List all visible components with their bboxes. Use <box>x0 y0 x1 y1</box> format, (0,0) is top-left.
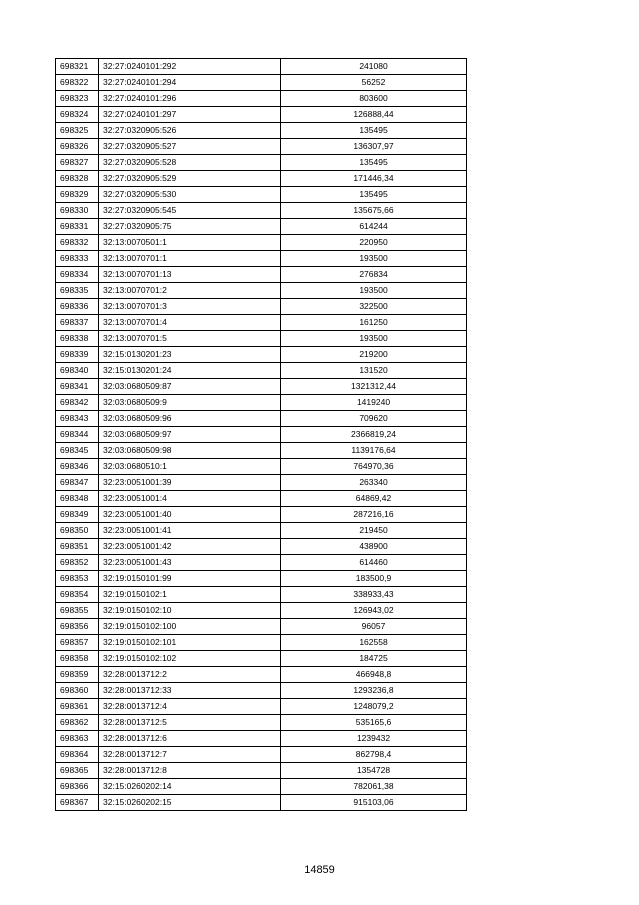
cadastral-number-cell: 32:23:0051001:40 <box>99 507 281 523</box>
cadastral-number-cell: 32:13:0070701:2 <box>99 283 281 299</box>
row-id-cell: 698362 <box>56 715 99 731</box>
cadastral-value-cell: 136307,97 <box>281 139 467 155</box>
row-id-cell: 698330 <box>56 203 99 219</box>
table-row <box>56 315 467 331</box>
cadastral-number-cell: 32:13:0070701:5 <box>99 331 281 347</box>
table-row <box>56 475 467 491</box>
cadastral-value-cell: 193500 <box>281 283 467 299</box>
cadastral-number-cell: 32:19:0150102:102 <box>99 651 281 667</box>
table-row <box>56 667 467 683</box>
cadastral-number-cell: 32:28:0013712:8 <box>99 763 281 779</box>
row-id-cell: 698353 <box>56 571 99 587</box>
table-row <box>56 251 467 267</box>
row-id-cell: 698347 <box>56 475 99 491</box>
table-row <box>56 379 467 395</box>
cadastral-value-cell: 1419240 <box>281 395 467 411</box>
cadastral-value-cell: 241080 <box>281 59 467 75</box>
table-row <box>56 587 467 603</box>
table-row <box>56 171 467 187</box>
row-id-cell: 698351 <box>56 539 99 555</box>
row-id-cell: 698357 <box>56 635 99 651</box>
row-id-cell: 698346 <box>56 459 99 475</box>
table-row <box>56 491 467 507</box>
table-row <box>56 107 467 123</box>
cadastral-value-cell: 862798,4 <box>281 747 467 763</box>
row-id-cell: 698367 <box>56 795 99 811</box>
row-id-cell: 698333 <box>56 251 99 267</box>
table-row <box>56 123 467 139</box>
table-row <box>56 299 467 315</box>
table-row <box>56 395 467 411</box>
row-id-cell: 698356 <box>56 619 99 635</box>
page-number: 14859 <box>304 864 335 876</box>
cadastral-number-cell: 32:27:0320905:75 <box>99 219 281 235</box>
cadastral-number-cell: 32:19:0150102:100 <box>99 619 281 635</box>
cadastral-value-cell: 287216,16 <box>281 507 467 523</box>
cadastral-number-cell: 32:13:0070501:1 <box>99 235 281 251</box>
row-id-cell: 698361 <box>56 699 99 715</box>
row-id-cell: 698338 <box>56 331 99 347</box>
cadastral-number-cell: 32:15:0130201:24 <box>99 363 281 379</box>
cadastral-number-cell: 32:23:0051001:41 <box>99 523 281 539</box>
table-row <box>56 523 467 539</box>
cadastral-number-cell: 32:27:0240101:292 <box>99 59 281 75</box>
cadastral-number-cell: 32:15:0260202:14 <box>99 779 281 795</box>
cadastral-value-cell: 1239432 <box>281 731 467 747</box>
table-row <box>56 219 467 235</box>
cadastral-number-cell: 32:15:0260202:15 <box>99 795 281 811</box>
cadastral-value-cell: 161250 <box>281 315 467 331</box>
cadastral-value-cell: 162558 <box>281 635 467 651</box>
table-row <box>56 731 467 747</box>
table-row <box>56 459 467 475</box>
cadastral-value-cell: 135495 <box>281 187 467 203</box>
cadastral-value-cell: 764970,36 <box>281 459 467 475</box>
cadastral-value-cell: 184725 <box>281 651 467 667</box>
table-row <box>56 363 467 379</box>
table-row <box>56 715 467 731</box>
cadastral-value-cell: 1248079,2 <box>281 699 467 715</box>
row-id-cell: 698322 <box>56 75 99 91</box>
table-row <box>56 651 467 667</box>
table-row <box>56 539 467 555</box>
cadastral-value-cell: 263340 <box>281 475 467 491</box>
cadastral-number-cell: 32:27:0240101:297 <box>99 107 281 123</box>
cadastral-value-cell: 535165,6 <box>281 715 467 731</box>
cadastral-number-cell: 32:23:0051001:42 <box>99 539 281 555</box>
cadastral-number-cell: 32:15:0130201:23 <box>99 347 281 363</box>
cadastral-value-cell: 96057 <box>281 619 467 635</box>
cadastral-value-cell: 466948,8 <box>281 667 467 683</box>
table-row <box>56 91 467 107</box>
cadastral-value-cell: 193500 <box>281 331 467 347</box>
table-row <box>56 347 467 363</box>
cadastral-number-cell: 32:27:0240101:294 <box>99 75 281 91</box>
table-row <box>56 635 467 651</box>
row-id-cell: 698331 <box>56 219 99 235</box>
cadastral-number-cell: 32:03:0680509:87 <box>99 379 281 395</box>
cadastral-value-cell: 219450 <box>281 523 467 539</box>
cadastral-value-cell: 276834 <box>281 267 467 283</box>
row-id-cell: 698359 <box>56 667 99 683</box>
cadastral-value-cell: 614244 <box>281 219 467 235</box>
row-id-cell: 698336 <box>56 299 99 315</box>
cadastral-value-cell: 126943,02 <box>281 603 467 619</box>
table-row <box>56 683 467 699</box>
cadastral-number-cell: 32:28:0013712:2 <box>99 667 281 683</box>
cadastral-value-cell: 782061,38 <box>281 779 467 795</box>
cadastral-value-cell: 131520 <box>281 363 467 379</box>
row-id-cell: 698337 <box>56 315 99 331</box>
cadastral-number-cell: 32:13:0070701:4 <box>99 315 281 331</box>
cadastral-value-cell: 193500 <box>281 251 467 267</box>
table-row <box>56 139 467 155</box>
cadastral-value-cell: 438900 <box>281 539 467 555</box>
cadastral-number-cell: 32:13:0070701:1 <box>99 251 281 267</box>
cadastral-number-cell: 32:27:0320905:545 <box>99 203 281 219</box>
row-id-cell: 698348 <box>56 491 99 507</box>
row-id-cell: 698345 <box>56 443 99 459</box>
row-id-cell: 698323 <box>56 91 99 107</box>
row-id-cell: 698340 <box>56 363 99 379</box>
cadastral-value-cell: 126888,44 <box>281 107 467 123</box>
row-id-cell: 698342 <box>56 395 99 411</box>
cadastral-number-cell: 32:27:0240101:296 <box>99 91 281 107</box>
cadastral-number-cell: 32:27:0320905:528 <box>99 155 281 171</box>
row-id-cell: 698344 <box>56 427 99 443</box>
row-id-cell: 698335 <box>56 283 99 299</box>
row-id-cell: 698360 <box>56 683 99 699</box>
cadastral-number-cell: 32:27:0320905:526 <box>99 123 281 139</box>
table-row <box>56 619 467 635</box>
table-row <box>56 203 467 219</box>
table-row <box>56 155 467 171</box>
cadastral-number-cell: 32:27:0320905:529 <box>99 171 281 187</box>
cadastral-value-table <box>55 58 467 811</box>
cadastral-value-cell: 171446,34 <box>281 171 467 187</box>
cadastral-number-cell: 32:13:0070701:3 <box>99 299 281 315</box>
row-id-cell: 698363 <box>56 731 99 747</box>
row-id-cell: 698355 <box>56 603 99 619</box>
cadastral-value-cell: 322500 <box>281 299 467 315</box>
table-row <box>56 267 467 283</box>
cadastral-number-cell: 32:28:0013712:5 <box>99 715 281 731</box>
row-id-cell: 698354 <box>56 587 99 603</box>
cadastral-number-cell: 32:03:0680509:9 <box>99 395 281 411</box>
row-id-cell: 698324 <box>56 107 99 123</box>
cadastral-value-cell: 1293236,8 <box>281 683 467 699</box>
table-row <box>56 779 467 795</box>
table-row <box>56 75 467 91</box>
cadastral-value-cell: 1139176,64 <box>281 443 467 459</box>
cadastral-number-cell: 32:28:0013712:33 <box>99 683 281 699</box>
table-row <box>56 411 467 427</box>
table-row <box>56 795 467 811</box>
row-id-cell: 698339 <box>56 347 99 363</box>
cadastral-value-cell: 2366819,24 <box>281 427 467 443</box>
row-id-cell: 698366 <box>56 779 99 795</box>
cadastral-number-cell: 32:03:0680509:96 <box>99 411 281 427</box>
cadastral-number-cell: 32:28:0013712:6 <box>99 731 281 747</box>
table-body <box>56 59 467 811</box>
cadastral-value-cell: 614460 <box>281 555 467 571</box>
cadastral-value-cell: 56252 <box>281 75 467 91</box>
cadastral-number-cell: 32:19:0150102:101 <box>99 635 281 651</box>
cadastral-value-cell: 64869,42 <box>281 491 467 507</box>
cadastral-number-cell: 32:23:0051001:4 <box>99 491 281 507</box>
cadastral-number-cell: 32:13:0070701:13 <box>99 267 281 283</box>
row-id-cell: 698329 <box>56 187 99 203</box>
table-row <box>56 427 467 443</box>
cadastral-value-cell: 803600 <box>281 91 467 107</box>
row-id-cell: 698358 <box>56 651 99 667</box>
table-row <box>56 603 467 619</box>
cadastral-value-cell: 219200 <box>281 347 467 363</box>
table-row <box>56 507 467 523</box>
table-row <box>56 331 467 347</box>
row-id-cell: 698334 <box>56 267 99 283</box>
cadastral-value-cell: 135495 <box>281 155 467 171</box>
row-id-cell: 698343 <box>56 411 99 427</box>
row-id-cell: 698332 <box>56 235 99 251</box>
row-id-cell: 698321 <box>56 59 99 75</box>
cadastral-number-cell: 32:03:0680510:1 <box>99 459 281 475</box>
cadastral-value-cell: 135675,66 <box>281 203 467 219</box>
cadastral-number-cell: 32:23:0051001:39 <box>99 475 281 491</box>
cadastral-value-cell: 183500,9 <box>281 571 467 587</box>
table-row <box>56 235 467 251</box>
cadastral-value-cell: 220950 <box>281 235 467 251</box>
table-row <box>56 59 467 75</box>
table-row <box>56 571 467 587</box>
cadastral-value-cell: 1354728 <box>281 763 467 779</box>
cadastral-value-cell: 915103,06 <box>281 795 467 811</box>
row-id-cell: 698328 <box>56 171 99 187</box>
table-row <box>56 443 467 459</box>
table-row <box>56 555 467 571</box>
table-row <box>56 283 467 299</box>
table-row <box>56 763 467 779</box>
cadastral-number-cell: 32:03:0680509:97 <box>99 427 281 443</box>
table-row <box>56 747 467 763</box>
row-id-cell: 698325 <box>56 123 99 139</box>
cadastral-number-cell: 32:28:0013712:7 <box>99 747 281 763</box>
cadastral-number-cell: 32:23:0051001:43 <box>99 555 281 571</box>
row-id-cell: 698349 <box>56 507 99 523</box>
cadastral-value-cell: 1321312,44 <box>281 379 467 395</box>
cadastral-value-cell: 338933,43 <box>281 587 467 603</box>
row-id-cell: 698365 <box>56 763 99 779</box>
cadastral-number-cell: 32:19:0150102:10 <box>99 603 281 619</box>
row-id-cell: 698364 <box>56 747 99 763</box>
cadastral-number-cell: 32:03:0680509:98 <box>99 443 281 459</box>
cadastral-number-cell: 32:27:0320905:530 <box>99 187 281 203</box>
row-id-cell: 698326 <box>56 139 99 155</box>
cadastral-number-cell: 32:19:0150101:99 <box>99 571 281 587</box>
cadastral-number-cell: 32:27:0320905:527 <box>99 139 281 155</box>
row-id-cell: 698327 <box>56 155 99 171</box>
table-row <box>56 187 467 203</box>
row-id-cell: 698341 <box>56 379 99 395</box>
row-id-cell: 698350 <box>56 523 99 539</box>
table-row <box>56 699 467 715</box>
cadastral-number-cell: 32:28:0013712:4 <box>99 699 281 715</box>
cadastral-value-cell: 709620 <box>281 411 467 427</box>
cadastral-number-cell: 32:19:0150102:1 <box>99 587 281 603</box>
cadastral-value-cell: 135495 <box>281 123 467 139</box>
row-id-cell: 698352 <box>56 555 99 571</box>
